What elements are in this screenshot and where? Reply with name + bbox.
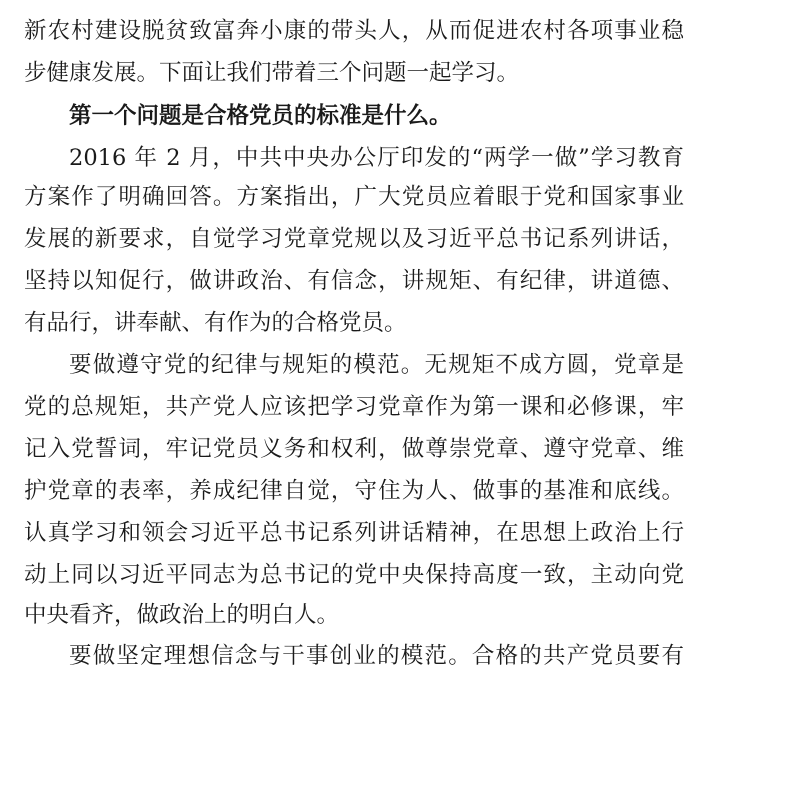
text-line-13: 认真学习和领会习近平总书记系列讲话精神，在思想上政治上行 — [24, 520, 684, 546]
text-line-14: 动上同以习近平同志为总书记的党中央保持高度一致，主动向党 — [24, 562, 684, 588]
text-line-4: 2016 年 2 月，中共中央办公厅印发的“两学一做”学习教育 — [69, 145, 684, 171]
text-line-2: 步健康发展。下面让我们带着三个问题一起学习。 — [24, 60, 520, 86]
text-line-8: 有品行，讲奉献、有作为的合格党员。 — [24, 310, 407, 336]
text-line-12: 护党章的表率，养成纪律自觉，守住为人、做事的基准和底线。 — [24, 478, 684, 504]
text-line-9: 要做遵守党的纪律与规矩的模范。无规矩不成方圆，党章是 — [69, 352, 684, 378]
text-line-5: 方案作了明确回答。方案指出，广大党员应着眼于党和国家事业 — [24, 184, 684, 210]
text-line-7: 坚持以知促行，做讲政治、有信念，讲规矩、有纪律，讲道德、 — [24, 268, 684, 294]
text-line-6: 发展的新要求，自觉学习党章党规以及习近平总书记系列讲话， — [24, 226, 684, 252]
text-line-16: 要做坚定理想信念与干事创业的模范。合格的共产党员要有 — [69, 643, 684, 669]
text-line-1: 新农村建设脱贫致富奔小康的带头人，从而促进农村各项事业稳 — [24, 18, 684, 44]
text-line-15: 中央看齐，做政治上的明白人。 — [24, 602, 340, 628]
text-line-11: 记入党誓词，牢记党员义务和权利，做尊崇党章、遵守党章、维 — [24, 436, 684, 462]
section-heading: 第一个问题是合格党员的标准是什么。 — [69, 103, 452, 129]
text-line-10: 党的总规矩，共产党人应该把学习党章作为第一课和必修课，牢 — [24, 394, 684, 420]
